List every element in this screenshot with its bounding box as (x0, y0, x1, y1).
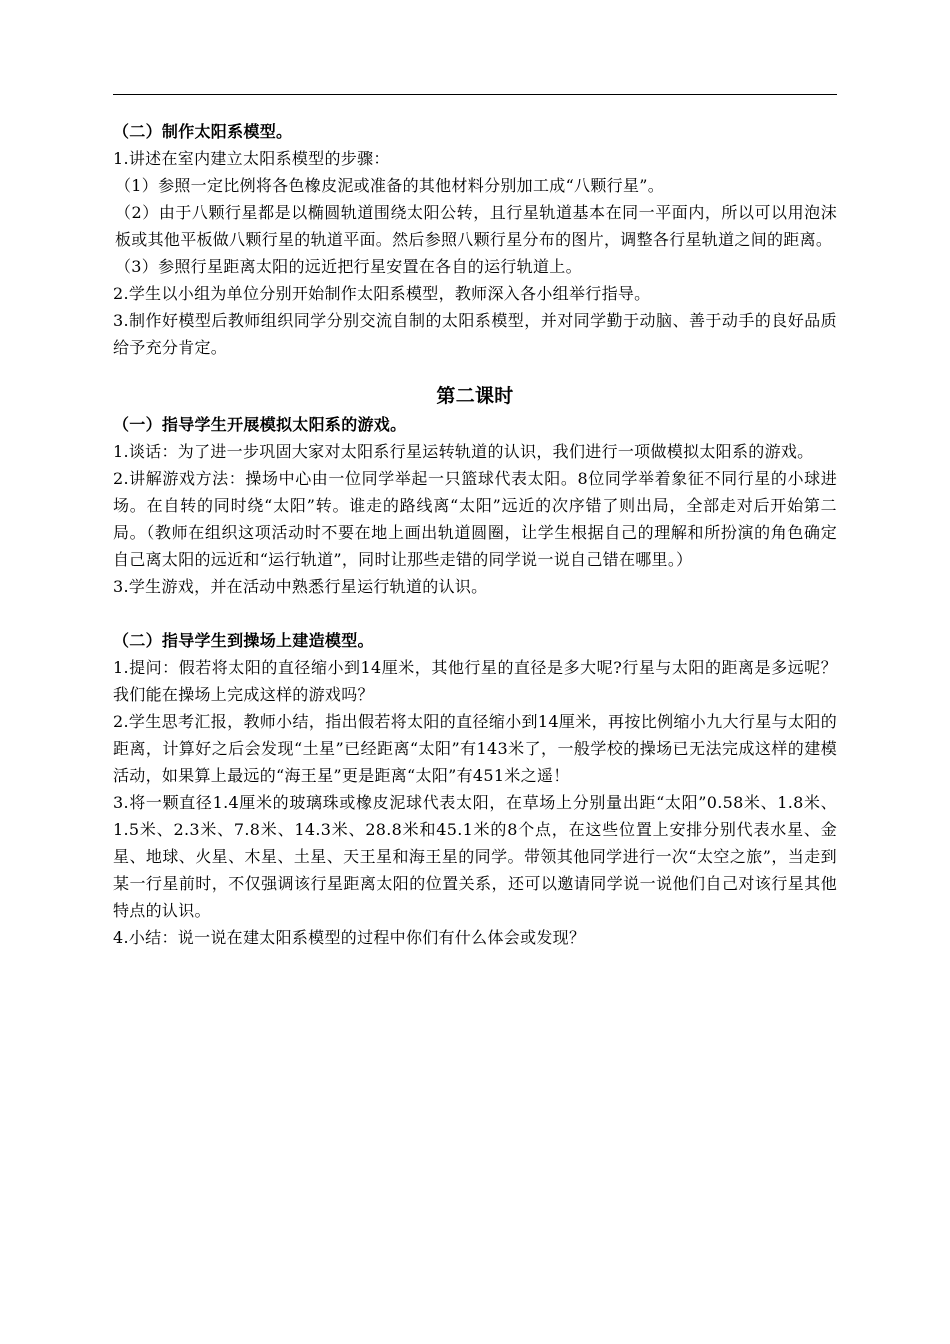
header-rule (113, 94, 837, 95)
paragraph: 2.学生以小组为单位分别开始制作太阳系模型，教师深入各小组举行指导。 (113, 284, 651, 303)
paragraph: 3.制作好模型后教师组织同学分别交流自制的太阳系模型，并对同学勤于动脑、善于动手的良好品质给予充分肯定。 (113, 311, 837, 357)
spacer (113, 600, 837, 627)
section-heading-game: （一）指导学生开展模拟太阳系的游戏。 (113, 415, 407, 434)
paragraph: 2.讲解游戏方法：操场中心由一位同学举起一只篮球代表太阳。8位同学举着象征不同行星的小球进场。在自转的同时绕“太阳”转。谁走的路线离“太阳”远近的次序错了则出局，全部走对后开始第二局。（教师在组织这项活动时不要在地上画出轨道圆圈，让学生根据自己的理解和所扮演的角色确定自己离太阳的远近和“运行轨道”，同时让那些走错的同学说一说自己错在哪里。） (113, 469, 837, 569)
paragraph: 1.谈话：为了进一步巩固大家对太阳系行星运转轨道的认识，我们进行一项做模拟太阳系的游戏。 (113, 442, 814, 461)
paragraph: 1.提问：假若将太阳的直径缩小到14厘米，其他行星的直径是多大呢?行星与太阳的距离是多远呢？我们能在操场上完成这样的游戏吗？ (113, 658, 837, 704)
paragraph: 1.讲述在室内建立太阳系模型的步骤： (113, 149, 390, 168)
document-body (113, 118, 837, 951)
paragraph: 3.学生游戏，并在活动中熟悉行星运行轨道的认识。 (113, 577, 488, 596)
paragraph: 4.小结：说一说在建太阳系模型的过程中你们有什么体会或发现？ (113, 928, 586, 947)
section-heading-make-model: （二）制作太阳系模型。 (113, 122, 293, 141)
section-heading-playground-model: （二）指导学生到操场上建造模型。 (113, 631, 374, 650)
paragraph: 2.学生思考汇报，教师小结，指出假若将太阳的直径缩小到14厘米，再按比例缩小九大行星与太阳的距离，计算好之后会发现“土星”已经距离“太阳”有143米了，一般学校的操场已无法完成这样的建模活动，如果算上最远的“海王星”更是距离“太阳”有451米之遥！ (113, 712, 837, 785)
paragraph: （3）参照行星距离太阳的远近把行星安置在各自的运行轨道上。 (115, 257, 582, 276)
paragraph: 3.将一颗直径1.4厘米的玻璃珠或橡皮泥球代表太阳，在草场上分别量出距“太阳”0.58米、1.8米、1.5米、2.3米、7.8米、14.3米、28.8米和45.1米的8个点，在这些位置上安排分别代表水星、金星、地球、火星、木星、土星、天王星和海王星的同学。带领其他同学进行一次“太空之旅”，当走到某一行星前时，不仅强调该行星距离太阳的位置关系，还可以邀请同学说一说他们自己对该行星其他特点的认识。 (113, 793, 837, 920)
paragraph: （1）参照一定比例将各色橡皮泥或准备的其他材料分别加工成“八颗行星”。 (115, 176, 665, 195)
lesson-title: 第二课时 (436, 385, 514, 407)
paragraph: （2）由于八颗行星都是以椭圆轨道围绕太阳公转，且行星轨道基本在同一平面内，所以可以用泡沫板或其他平板做八颗行星的轨道平面。然后参照八颗行星分布的图片，调整各行星轨道之间的距离。 (115, 203, 837, 249)
